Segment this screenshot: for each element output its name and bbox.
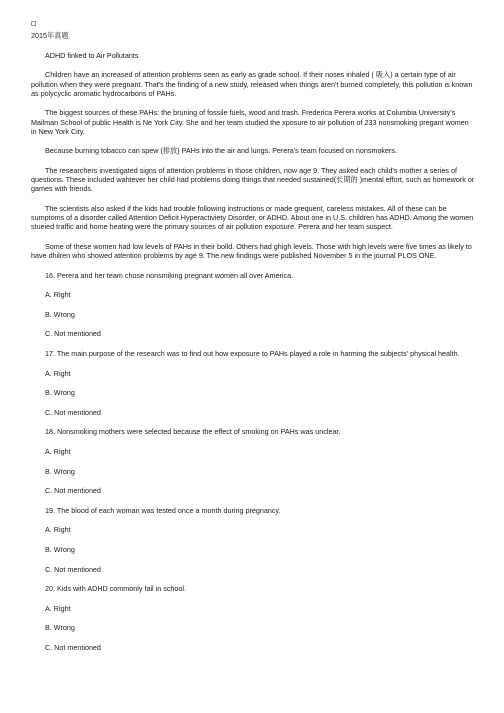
paragraph-3: Because burning tobacco can spew (排放) PAHs into the air and lungs. Perera's team focused on nonsmokers. bbox=[45, 146, 398, 156]
option-c: C. Not mentioned bbox=[45, 564, 101, 574]
option-a: A. Right bbox=[45, 290, 71, 300]
option-a: A. Right bbox=[45, 368, 71, 378]
question-20: 20. Kids with ADHD commonly fail in school. bbox=[45, 584, 187, 594]
paragraph-4: The researchers investigated signs of attention problems in those children, now age 9. They asked each child's mother a series of questions. These included wahtever her child had problems doing things that needed sustained(长期的 )mental effort, such as homework or games with friends. bbox=[31, 165, 475, 194]
question-17: 17. The main purpose of the research was to find out how exposure to PAHs played a role in harming the subjects' physical health. bbox=[45, 349, 460, 359]
paragraph-2: The biggest sources of these PAHs: the bruning of fossile fuels, wood and trash. Frederica Perera works at Columbia University's Mailman School of public Health is Ne York City. She and her team studied the xposure to air pollution of 233 nonsmoking pregant women in New York City. bbox=[31, 108, 469, 136]
option-b: B. Wrong bbox=[45, 309, 75, 319]
option-c: C. Not mentioned bbox=[45, 642, 101, 652]
option-a: A. Right bbox=[45, 525, 71, 535]
option-a: A. Right bbox=[45, 447, 71, 457]
option-b: B. Wrong bbox=[45, 388, 75, 398]
question-16: 16. Perera and her team chose nonsmiking pregnant women all over America. bbox=[45, 270, 294, 280]
option-b: B. Wrong bbox=[45, 623, 75, 633]
paragraph-5: The scientists also asked if the kids had trouble following instructions or made grequent, careless mistakes. All of these can be sumptoms of a disorder called Attention Deficit Hyperactiviety Disorder, or ADHD. About one in U.S. children has ADHD. Among the women stueied traffic and home heating were the primary sources of air pollution exposure. Perera and her team suspect. bbox=[31, 203, 474, 232]
option-c: C. Not mentioned bbox=[45, 329, 101, 339]
page-marker-icon bbox=[31, 21, 36, 26]
question-18: 18. Nonsmoking mothers were selected because the effect of smoking on PAHs was unclear. bbox=[45, 427, 341, 437]
document-body bbox=[31, 31, 475, 663]
option-c: C. Not mentioned bbox=[45, 486, 101, 496]
paragraph-6: Some of these women had low levels of PAHs in their bolld. Others had ghigh levels. Those with high levels were five times as likely to have dhilren who showed attention problems by age 9. The new findings were published November 5 in the journal PLOS ONE. bbox=[31, 241, 472, 261]
article-heading: ADHD finked to Air Pollutants bbox=[45, 50, 139, 60]
option-a: A. Right bbox=[45, 603, 71, 613]
doc-title: 2015年真题 bbox=[31, 31, 69, 40]
option-b: B. Wrong bbox=[45, 545, 75, 554]
question-19: 19. The blood of each woman was tested once a month during pregnancy. bbox=[45, 505, 281, 515]
option-b: B. Wrong bbox=[45, 466, 75, 476]
paragraph-1: Children have an increased of attention problems seen as early as grade school. If their noses inhaled ( 吸入) a certain type of air pollution when they were pregnant. That's the finding of a new study, released when things aren't burned completely, this pollution is known as polycyclic aromatic hydrocarbons of PAHs. bbox=[31, 70, 473, 98]
option-c: C. Not mentioned bbox=[45, 407, 101, 417]
